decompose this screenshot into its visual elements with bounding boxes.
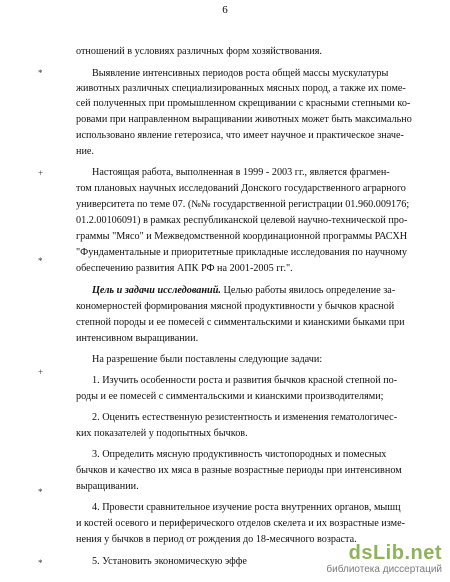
text-line: использовано явление гетерозиса, что имеет научное и практическое значе- [76,130,404,141]
watermark-caption: библиотека диссертаций [326,564,442,575]
text-line: 4. Провести сравнительное изучение роста внутренних органов, мышц [92,502,401,513]
text-line: Настоящая работа, выполненная в 1999 - 2003 гг., является фрагмен- [92,167,390,178]
text-line: 5. Установить экономическую эффе [92,556,247,567]
text-line: отношений в условиях различных форм хозяйствования. [76,46,322,57]
margin-mark: * [38,558,43,568]
text-line: университета по теме 07. (№№ государственной регистрации 01.960.009176; [76,199,410,210]
section-heading: Цель и задачи исследований. [92,285,221,296]
text-line: 1. Изучить особенности роста и развития бычков красной степной по- [92,375,398,386]
text-line: 01.2.00106091) в рамках республиканской целевой научно-технической про- [76,215,408,226]
text-line: и костей осевого и периферического отделов скелета и их возрастные изме- [76,518,405,529]
margin-mark: + [38,168,44,178]
text-line: ние. [76,146,94,157]
text-line: Выявление интенсивных периодов роста общей массы мускулатуры [92,68,389,79]
margin-mark: + [38,367,44,377]
watermark-site: dsLib.net [348,542,442,564]
text-line [92,285,416,297]
text-line: обеспечению развития АПК РФ на 2001-2005 гг.". [76,263,293,274]
text-line: сей полученных при промышленном скрещивании с красными степными ко- [76,98,411,109]
text-line: бычков и качество их мяса в разные возрастные периоды при интенсивном [76,465,402,476]
text-line: нения у бычков в период от рождения до 18-месячного возраста. [76,534,357,545]
text-line: 3. Определить мясную продуктивность чистопородных и помесных [92,449,387,460]
text-line: ровами при направленном выращивании животных может быть максимально [76,114,412,125]
page-number: 6 [222,4,228,16]
text-line: роды и ее помесей с симментальскими и кианскими производителями; [76,391,384,402]
text-line: том плановых научных исследований Донского государственного аграрного [76,183,406,194]
text-line: кономерностей формирования мясной продуктивности у бычков красной [76,301,395,312]
text-line: граммы "Мясо" и Межведомственной координационной программы РАСХН [76,231,408,242]
text-line: выращивании. [76,481,139,492]
text-line: На разрешение были поставлены следующие задачи: [92,354,323,365]
margin-mark: * [38,487,43,497]
text-fragment: Целью работы явилось определение за- [223,285,396,296]
text-line: животных различных специализированных мясных пород, а также их поме- [76,83,406,94]
text-line: степной породы и ее помесей с симментальскими и кианскими быками при [76,317,405,328]
margin-mark: * [38,68,43,78]
watermark [292,542,442,576]
margin-mark: * [38,256,43,266]
text-line: ких показателей у подопытных бычков. [76,428,248,439]
text-line: "Фундаментальные и приоритетные прикладные исследования по научному [76,247,407,258]
text-line: интенсивном выращивании. [76,333,199,344]
text-line: 2. Оценить естественную резистентность и изменения гематологичес- [92,412,398,423]
